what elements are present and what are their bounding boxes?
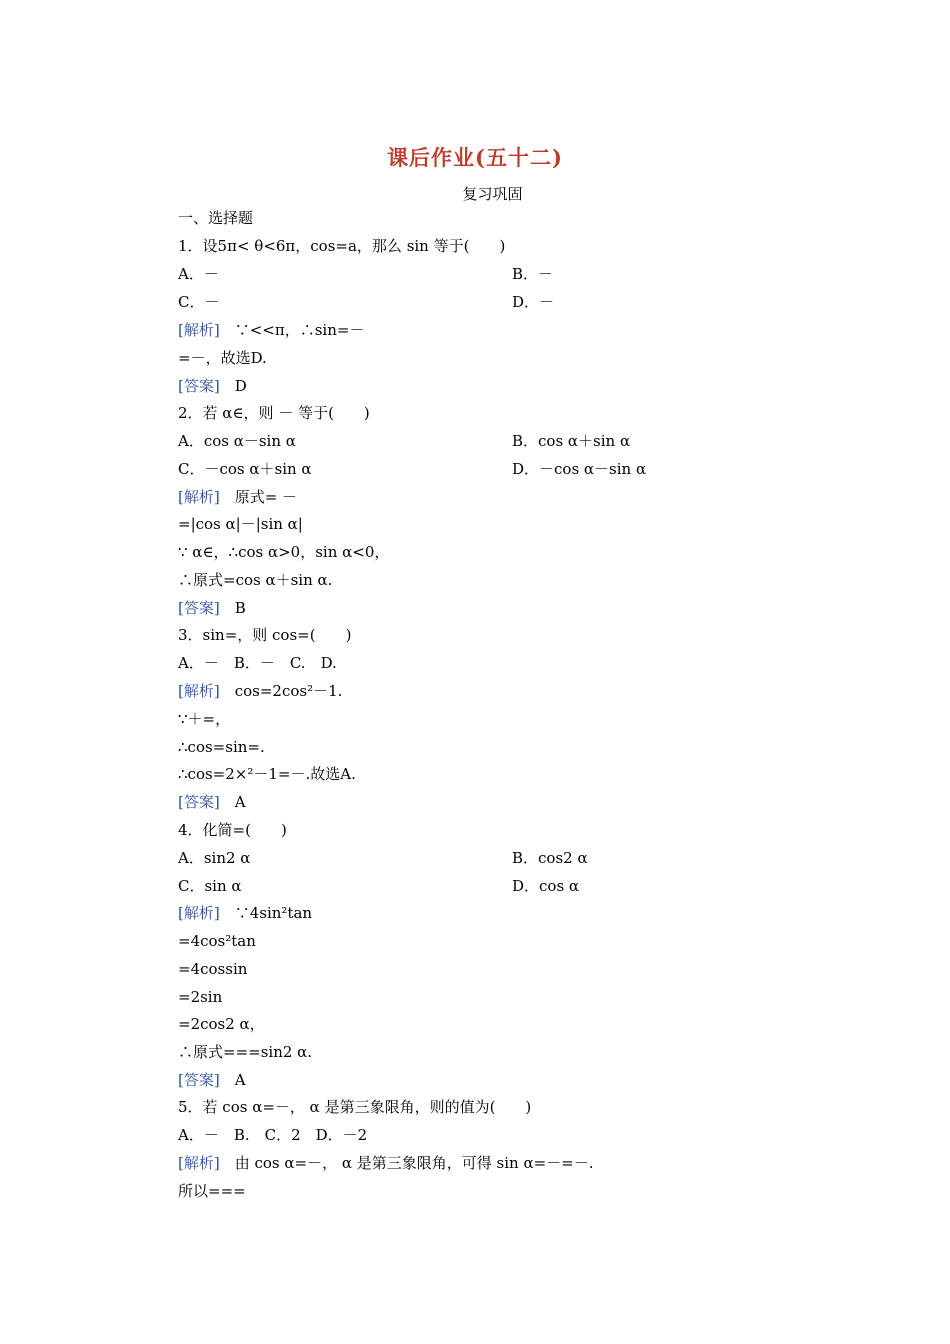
q1-answer: [答案] D bbox=[178, 377, 247, 395]
q5-stem: 5．若 cos α=－， α 是第三象限角，则的值为( ) bbox=[178, 1098, 532, 1116]
q3-options: A．－ B．－ C. D. bbox=[178, 654, 337, 672]
q5-options: A．－ B. C．2 D．－2 bbox=[178, 1126, 368, 1144]
q1-stem: 1．设5π< θ<6π，cos=a，那么 sin 等于( ) bbox=[178, 237, 506, 255]
q2-analysis-line3: ∵ α∈，∴cos α>0，sin α<0， bbox=[178, 543, 390, 561]
q4-analysis-line2: =4cos²tan bbox=[178, 932, 256, 950]
q4-stem: 4．化简=( ) bbox=[178, 821, 287, 839]
q2-option-b: B．cos α＋sin α bbox=[512, 432, 631, 450]
answer-tag: [答案] bbox=[178, 793, 220, 811]
q1-analysis-line1: [解析] ∵<<π，∴sin=－ bbox=[178, 321, 365, 339]
q4-analysis-line5: =2cos2 α， bbox=[178, 1015, 265, 1033]
q2-option-c: C．－cos α＋sin α bbox=[178, 460, 312, 478]
q4-analysis-line3: =4cossin bbox=[178, 960, 248, 978]
q3-analysis-line1: [解析] cos=2cos²－1. bbox=[178, 682, 343, 700]
q2-stem: 2．若 α∈，则 － 等于( ) bbox=[178, 404, 370, 422]
q4-analysis-line1: [解析] ∵4sin²tan bbox=[178, 904, 313, 922]
q4-option-b: B．cos2 α bbox=[512, 849, 588, 867]
analysis-tag: [解析] bbox=[178, 488, 220, 506]
q3-stem: 3．sin=，则 cos=( ) bbox=[178, 626, 352, 644]
section-heading: 一、选择题 bbox=[178, 209, 254, 227]
q5-analysis-line1: [解析] 由 cos α=－， α 是第三象限角，可得 sin α=－=－. bbox=[178, 1154, 594, 1172]
q1-option-b: B．－ bbox=[512, 265, 554, 283]
q2-option-d: D．－cos α－sin α bbox=[512, 460, 647, 478]
q1-option-d: D．－ bbox=[512, 293, 555, 311]
q4-analysis-line4: =2sin bbox=[178, 988, 223, 1006]
q5-analysis-line2: 所以=== bbox=[178, 1182, 246, 1200]
q1-analysis-line2: =－，故选D. bbox=[178, 349, 267, 367]
q1-option-c: C．－ bbox=[178, 293, 220, 311]
q4-answer: [答案] A bbox=[178, 1071, 246, 1089]
q3-analysis-line4: ∴cos=2×²－1=－.故选A. bbox=[178, 765, 356, 783]
q2-analysis-line2: =|cos α|－|sin α| bbox=[178, 515, 303, 533]
q2-analysis-line1: [解析] 原式= － bbox=[178, 488, 298, 506]
page-subtitle: 复习巩固 bbox=[462, 185, 523, 203]
q4-option-a: A．sin2 α bbox=[178, 849, 251, 867]
answer-tag: [答案] bbox=[178, 599, 220, 617]
q4-analysis-line6: ∴原式===sin2 α. bbox=[178, 1043, 313, 1061]
analysis-tag: [解析] bbox=[178, 1154, 220, 1172]
analysis-tag: [解析] bbox=[178, 321, 220, 339]
analysis-tag: [解析] bbox=[178, 682, 220, 700]
q2-option-a: A．cos α－sin α bbox=[178, 432, 296, 450]
q3-analysis-line3: ∴cos=sin=. bbox=[178, 738, 265, 756]
q2-answer: [答案] B bbox=[178, 599, 246, 617]
analysis-tag: [解析] bbox=[178, 904, 220, 922]
q4-option-d: D．cos α bbox=[512, 877, 580, 895]
q3-analysis-line2: ∵＋=， bbox=[178, 710, 231, 728]
q2-analysis-line4: ∴原式=cos α＋sin α. bbox=[178, 571, 333, 589]
q1-option-a: A．－ bbox=[178, 265, 219, 283]
answer-tag: [答案] bbox=[178, 1071, 220, 1089]
page-title: 课后作业(五十二) bbox=[387, 145, 563, 170]
q3-answer: [答案] A bbox=[178, 793, 246, 811]
answer-tag: [答案] bbox=[178, 377, 220, 395]
q4-option-c: C．sin α bbox=[178, 877, 242, 895]
